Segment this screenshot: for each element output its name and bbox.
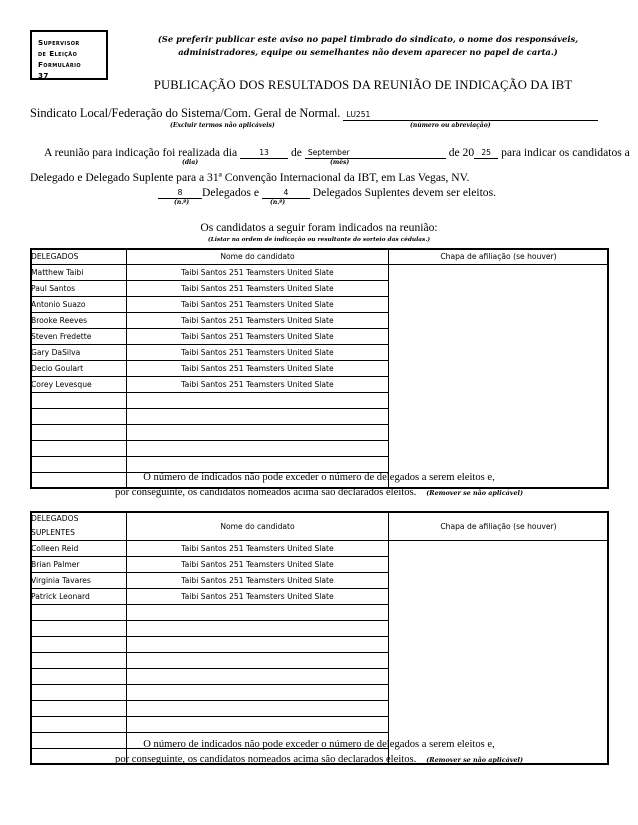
footer-line-2-wrap	[0, 485, 638, 501]
table-row	[31, 557, 609, 573]
table-row-empty	[31, 605, 609, 621]
supervisor-line-3: Formulário	[38, 60, 82, 69]
table-row-empty	[31, 701, 609, 717]
delegates-count-input[interactable]: 8	[158, 187, 202, 199]
meeting-line1-prefix: A reunião para indicação foi realizada dia	[44, 146, 238, 159]
table-row	[31, 297, 609, 313]
meeting-month-hint: (mês)	[330, 159, 350, 166]
footer-remove-note: (Remover se não aplicável)	[426, 756, 523, 764]
table-row	[31, 329, 609, 345]
slate-affiliation-cell[interactable]: Taibi Santos 251 Teamsters United Slate	[127, 557, 389, 573]
table-row-empty	[31, 393, 609, 409]
letterhead-instruction-note: (Se preferir publicar este aviso no papel timbrado do sindicato, o nome dos responsáveis, administradores, equipe ou semelhantes não devem aparecer no papel de carta.)	[157, 34, 579, 57]
table-row	[31, 589, 609, 605]
slate-affiliation-cell[interactable]: Taibi Santos 251 Teamsters United Slate	[127, 297, 389, 313]
table-row-empty	[31, 425, 609, 441]
local-union-line	[30, 106, 608, 121]
alternate-delegates-table	[30, 511, 609, 765]
candidate-name-cell[interactable]	[31, 621, 127, 637]
table-row-empty	[31, 409, 609, 425]
candidate-name-cell[interactable]: Matthew Taibi	[31, 265, 127, 281]
local-union-hint-right: (número ou abreviação)	[410, 122, 491, 129]
meeting-year-input[interactable]: 25	[474, 147, 498, 159]
local-union-input[interactable]: LU251	[343, 109, 598, 121]
candidate-name-cell[interactable]: Gary DaSilva	[31, 345, 127, 361]
footer-line-2: por conseguinte, os candidatos nomeados acima são declarados eleitos.	[115, 754, 417, 765]
column-header-slate: Chapa de afiliação (se houver)	[389, 249, 609, 265]
slate-affiliation-cell[interactable]	[127, 717, 389, 733]
candidate-name-cell[interactable]	[31, 637, 127, 653]
candidate-name-cell[interactable]: Antonio Suazo	[31, 297, 127, 313]
meeting-day-hint: (dia)	[182, 159, 199, 166]
candidate-name-cell[interactable]	[31, 685, 127, 701]
table-row	[31, 377, 609, 393]
meeting-de-1: de	[290, 146, 302, 159]
delegates-footer-note	[0, 470, 638, 501]
candidate-name-cell[interactable]: Corey Levesque	[31, 377, 127, 393]
listing-order-note: (Listar na ordem de indicação ou resultante do sorteio das cédulas.)	[207, 237, 431, 243]
slate-affiliation-cell[interactable]: Taibi Santos 251 Teamsters United Slate	[127, 377, 389, 393]
candidate-name-cell[interactable]: Brooke Reeves	[31, 313, 127, 329]
table-row	[31, 281, 609, 297]
meeting-de-2: de 20	[448, 146, 475, 159]
slate-affiliation-cell[interactable]: Taibi Santos 251 Teamsters United Slate	[127, 345, 389, 361]
supervisor-line-2: de Eleição	[38, 49, 78, 58]
candidate-name-cell[interactable]: Virginia Tavares	[31, 573, 127, 589]
candidate-name-cell[interactable]	[31, 701, 127, 717]
candidate-name-cell[interactable]	[31, 669, 127, 685]
table-row	[31, 541, 609, 557]
alternates-footer-note	[0, 737, 638, 768]
candidate-name-cell[interactable]: Colleen Reid	[31, 541, 127, 557]
slate-affiliation-cell[interactable]: Taibi Santos 251 Teamsters United Slate	[127, 313, 389, 329]
meeting-month-input[interactable]: September	[305, 147, 446, 159]
candidates-intro: Os candidatos a seguir foram indicados na reunião:	[200, 221, 438, 234]
table-row	[31, 313, 609, 329]
local-union-hint-left: (Excluir termos não aplicáveis)	[170, 122, 275, 129]
delegates-count-hint: (n.º)	[174, 199, 190, 206]
alternates-category-line-2: SUPLENTES	[31, 528, 75, 537]
supervisor-form-stamp	[30, 30, 108, 80]
slate-affiliation-cell[interactable]	[127, 637, 389, 653]
table-row-empty	[31, 717, 609, 733]
alternates-table-body	[31, 541, 609, 765]
slate-affiliation-cell[interactable]	[127, 605, 389, 621]
alternates-table-header-row	[31, 512, 609, 541]
slate-affiliation-cell[interactable]: Taibi Santos 251 Teamsters United Slate	[127, 329, 389, 345]
candidate-name-cell[interactable]: Decio Goulart	[31, 361, 127, 377]
alternates-count-input[interactable]: 4	[262, 187, 310, 199]
meeting-line1-suffix: para indicar os candidatos a	[501, 146, 630, 159]
table-row-empty	[31, 441, 609, 457]
table-row-empty	[31, 637, 609, 653]
delegates-table-body	[31, 265, 609, 489]
footer-remove-note: (Remover se não aplicável)	[426, 489, 523, 497]
footer-line-1: O número de indicados não pode exceder o número de delegados a serem eleitos e,	[143, 472, 495, 483]
delegates-table	[30, 248, 609, 489]
slate-affiliation-cell[interactable]	[127, 425, 389, 441]
slate-affiliation-cell[interactable]: Taibi Santos 251 Teamsters United Slate	[127, 541, 389, 557]
slate-affiliation-cell[interactable]: Taibi Santos 251 Teamsters United Slate	[127, 361, 389, 377]
slate-affiliation-cell[interactable]: Taibi Santos 251 Teamsters United Slate	[127, 265, 389, 281]
alternates-count-hint: (n.º)	[270, 199, 286, 206]
column-header-name: Nome do candidato	[127, 249, 389, 265]
convention-line: Delegado e Delegado Suplente para a 31ª Convenção Internacional da IBT, em Las Vegas, NV.	[30, 171, 470, 184]
meeting-date-line	[44, 146, 630, 159]
candidate-name-cell[interactable]	[31, 717, 127, 733]
delegates-word: Delegados e	[202, 186, 259, 199]
alternates-word: Delegados Suplentes devem ser eleitos.	[312, 186, 496, 199]
page-title: PUBLICAÇÃO DOS RESULTADOS DA REUNIÃO DE INDICAÇÃO DA IBT	[153, 78, 573, 92]
table-row-empty	[31, 621, 609, 637]
column-header-name: Nome do candidato	[127, 512, 389, 541]
slate-affiliation-cell[interactable]	[127, 653, 389, 669]
candidate-name-cell[interactable]: Steven Fredette	[31, 329, 127, 345]
candidate-name-cell[interactable]: Brian Palmer	[31, 557, 127, 573]
slate-affiliation-cell[interactable]	[127, 621, 389, 637]
slate-affiliation-cell[interactable]: Taibi Santos 251 Teamsters United Slate	[127, 589, 389, 605]
slate-affiliation-cell[interactable]	[127, 701, 389, 717]
delegates-table-header-row	[31, 249, 609, 265]
slate-affiliation-cell[interactable]	[127, 409, 389, 425]
table-row-empty	[31, 653, 609, 669]
candidate-name-cell[interactable]	[31, 605, 127, 621]
candidate-name-cell[interactable]	[31, 409, 127, 425]
table-row	[31, 361, 609, 377]
footer-line-1: O número de indicados não pode exceder o número de delegados a serem eleitos e,	[143, 739, 495, 750]
table-row-empty	[31, 669, 609, 685]
candidate-name-cell[interactable]	[31, 653, 127, 669]
candidate-name-cell[interactable]: Patrick Leonard	[31, 589, 127, 605]
supervisor-line-1: Supervisor	[38, 38, 80, 47]
alternates-category-label	[31, 512, 127, 541]
alternates-category-line-1: DELEGADOS	[31, 514, 79, 523]
table-row-empty	[31, 685, 609, 701]
candidate-name-cell[interactable]	[31, 393, 127, 409]
footer-line-2-wrap	[0, 752, 638, 768]
slate-affiliation-cell[interactable]	[127, 669, 389, 685]
supervisor-form-number: 37	[38, 71, 49, 80]
delegates-category-label: DELEGADOS	[31, 249, 127, 265]
column-header-slate: Chapa de afiliação (se houver)	[389, 512, 609, 541]
candidate-name-cell[interactable]	[31, 425, 127, 441]
slate-affiliation-cell[interactable]	[127, 685, 389, 701]
candidate-name-cell[interactable]	[31, 441, 127, 457]
table-row	[31, 573, 609, 589]
delegate-counts-line	[158, 186, 496, 199]
slate-affiliation-cell[interactable]: Taibi Santos 251 Teamsters United Slate	[127, 573, 389, 589]
table-row	[31, 345, 609, 361]
candidate-name-cell[interactable]: Paul Santos	[31, 281, 127, 297]
meeting-day-input[interactable]: 13	[240, 147, 288, 159]
slate-affiliation-cell[interactable]	[127, 393, 389, 409]
local-union-label: Sindicato Local/Federação do Sistema/Com. Geral de Normal.	[30, 106, 341, 120]
table-row	[31, 265, 609, 281]
slate-affiliation-cell[interactable]: Taibi Santos 251 Teamsters United Slate	[127, 281, 389, 297]
footer-line-2: por conseguinte, os candidatos nomeados acima são declarados eleitos.	[115, 487, 417, 498]
slate-affiliation-cell[interactable]	[127, 441, 389, 457]
